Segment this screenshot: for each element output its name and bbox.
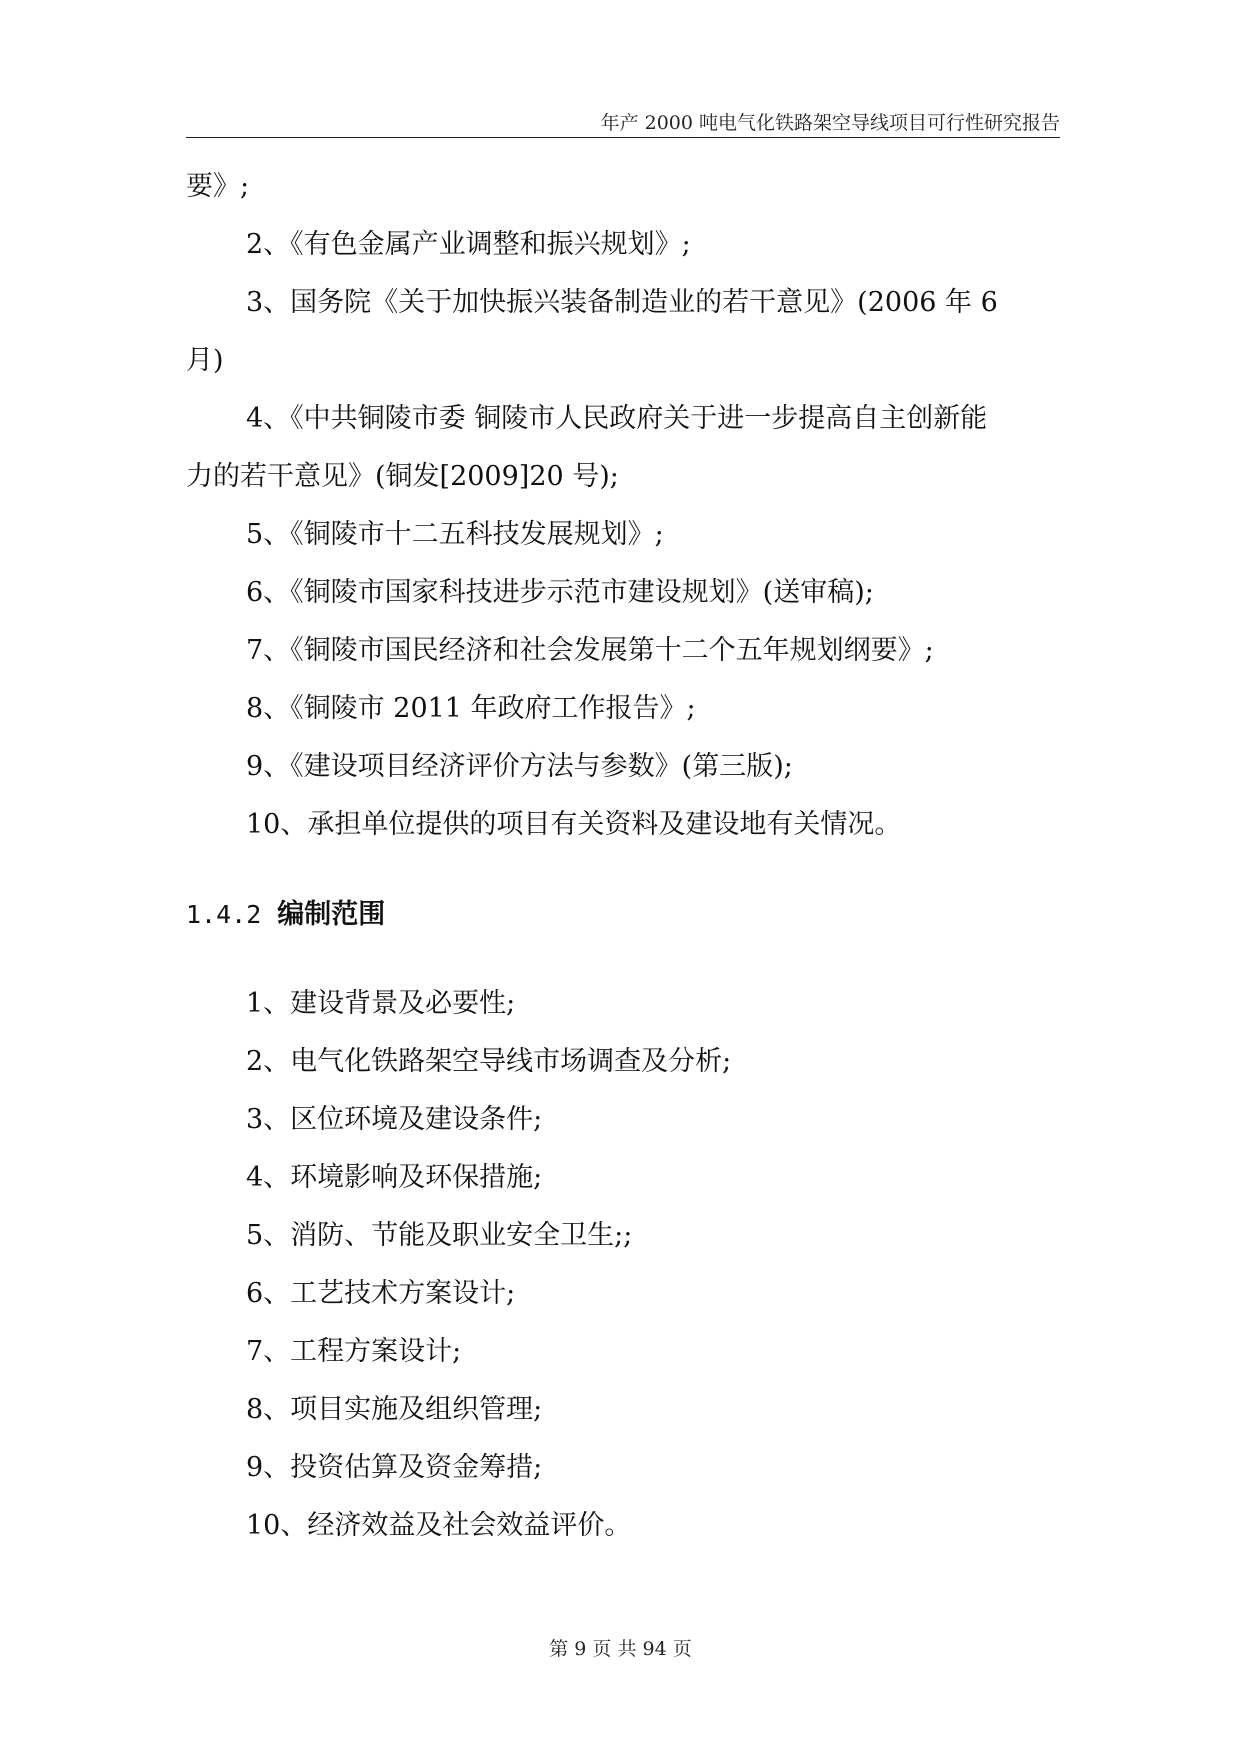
reference-item: 6、《铜陵市国家科技进步示范市建设规划》(送审稿); (246, 577, 874, 608)
continuation-line: 要》; (186, 171, 250, 202)
scope-item: 1、建设背景及必要性; (246, 988, 516, 1019)
scope-item: 8、项目实施及组织管理; (246, 1394, 543, 1425)
reference-item: 9、《建设项目经济评价方法与参数》(第三版); (246, 751, 793, 782)
reference-item: 2、《有色金属产业调整和振兴规划》; (246, 229, 691, 260)
reference-item: 3、国务院《关于加快振兴装备制造业的若干意见》(2006 年 6 (246, 287, 998, 318)
running-header: 年产 2000 吨电气化铁路架空导线项目可行性研究报告 (600, 112, 1060, 134)
page-number: 第 9 页 共 94 页 (549, 1638, 692, 1660)
reference-item: 10、承担单位提供的项目有关资料及建设地有关情况。 (246, 809, 902, 840)
reference-item: 4、《中共铜陵市委 铜陵市人民政府关于进一步提高自主创新能 (246, 403, 988, 434)
reference-item-continuation: 月) (186, 345, 224, 376)
reference-item: 7、《铜陵市国民经济和社会发展第十二个五年规划纲要》; (246, 635, 934, 666)
scope-item: 4、环境影响及环保措施; (246, 1162, 543, 1193)
section-number: 1.4.2 (186, 900, 262, 929)
reference-item: 8、《铜陵市 2011 年政府工作报告》; (246, 693, 696, 724)
reference-item-continuation: 力的若干意见》(铜发[2009]20 号); (186, 461, 619, 492)
header-rule (186, 137, 1060, 138)
section-title: 编制范围 (277, 899, 386, 930)
scope-item: 7、工程方案设计; (246, 1336, 462, 1367)
reference-item: 5、《铜陵市十二五科技发展规划》; (246, 519, 664, 550)
scope-item: 5、消防、节能及职业安全卫生;; (246, 1220, 633, 1251)
section-heading (186, 897, 385, 933)
scope-item: 10、经济效益及社会效益评价。 (246, 1510, 632, 1541)
scope-item: 3、区位环境及建设条件; (246, 1104, 543, 1135)
scope-item: 6、工艺技术方案设计; (246, 1278, 516, 1309)
scope-item: 2、电气化铁路架空导线市场调查及分析; (246, 1046, 732, 1077)
scope-item: 9、投资估算及资金筹措; (246, 1452, 543, 1483)
